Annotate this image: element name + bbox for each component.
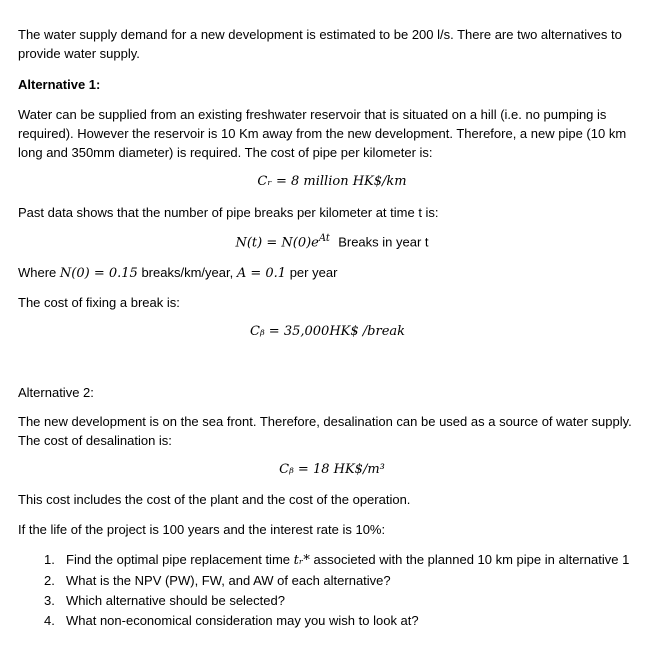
question-text: What non-economical consideration may you wish to look at? bbox=[66, 613, 419, 628]
question-number: 4. bbox=[44, 613, 55, 628]
where-a: A = 0.1 bbox=[236, 266, 287, 281]
cost-includes-line: This cost includes the cost of the plant and the cost of the operation. bbox=[18, 492, 411, 507]
question-number: 1. bbox=[44, 552, 55, 567]
where-line bbox=[18, 263, 646, 283]
where-prefix: Where bbox=[18, 265, 57, 280]
breaks-equation-main: N(t) = N(0)e bbox=[235, 235, 319, 251]
desalination-cost-equation bbox=[18, 462, 646, 477]
where-a-unit: per year bbox=[289, 265, 338, 280]
where-n0: N(0) = 0.15 bbox=[59, 266, 138, 281]
alternative-2-description: The new development is on the sea front. Therefore, desalination can be used as a source of water supply. The cost of desalination is: bbox=[18, 414, 632, 448]
question-number: 3. bbox=[44, 593, 55, 608]
question-4 bbox=[18, 611, 646, 630]
question-list bbox=[18, 550, 646, 631]
where-n0-unit: breaks/km/year, bbox=[141, 265, 234, 280]
desalination-cost-equation-text: Cᵦ = 18 HK$/m³ bbox=[279, 462, 385, 477]
pipe-cost-equation bbox=[18, 174, 646, 189]
alternative-1-heading: Alternative 1: bbox=[18, 77, 101, 92]
optimal-time-symbol: tᵣ* bbox=[293, 553, 310, 568]
question-text: What is the NPV (PW), FW, and AW of each alternative? bbox=[66, 573, 391, 588]
pipe-cost-equation-text: Cᵣ = 8 million HK$/km bbox=[257, 174, 407, 189]
fix-cost-equation bbox=[18, 324, 646, 339]
breaks-equation-suffix: Breaks in year t bbox=[338, 234, 429, 250]
project-life-line: If the life of the project is 100 years and the interest rate is 10%: bbox=[18, 522, 386, 537]
fix-cost-equation-text: Cᵦ = 35,000HK$ /break bbox=[250, 324, 406, 339]
question-2 bbox=[18, 571, 646, 590]
question-number: 2. bbox=[44, 573, 55, 588]
question-text: Find the optimal pipe replacement time bbox=[66, 552, 294, 567]
question-text-cont: associeted with the planned 10 km pipe in alternative 1 bbox=[309, 552, 630, 567]
question-1 bbox=[18, 550, 646, 570]
question-3 bbox=[18, 591, 646, 610]
intro-paragraph: The water supply demand for a new development is estimated to be 200 l/s. There are two alternatives to provide water supply. bbox=[18, 27, 622, 61]
alternative-2-heading: Alternative 2: bbox=[18, 385, 94, 400]
fix-cost-intro: The cost of fixing a break is: bbox=[18, 295, 180, 310]
breaks-equation-exponent: At bbox=[318, 233, 330, 244]
breaks-equation bbox=[18, 233, 646, 250]
question-text: Which alternative should be selected? bbox=[66, 593, 285, 608]
breaks-intro: Past data shows that the number of pipe breaks per kilometer at time t is: bbox=[18, 205, 439, 220]
alternative-1-description: Water can be supplied from an existing freshwater reservoir that is situated on a hill (i.e. no pumping is required). However the reservoir is 10 Km away from the new development. Therefore, a new pipe (10 km long and 350mm diameter) is required. The cost of pipe per kilometer is: bbox=[18, 107, 627, 160]
